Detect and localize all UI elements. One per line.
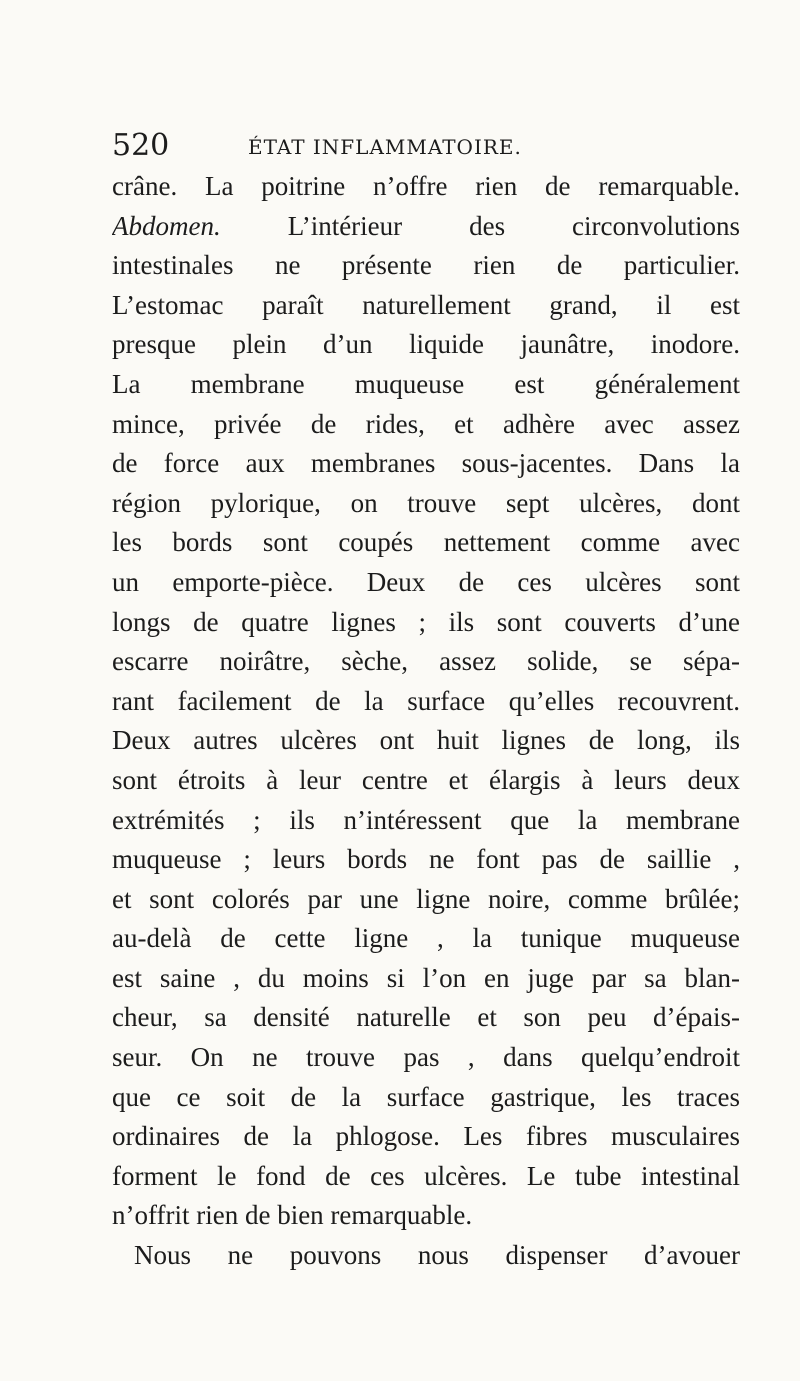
running-title: ÉTAT INFLAMMATOIRE.: [248, 135, 522, 159]
text-line: région pylorique, on trouve sept ulcères, dont: [112, 487, 740, 518]
text-line: Nous ne pouvons nous dispenser d’avouer: [134, 1240, 740, 1271]
text-line: mince, privée de rides, et adhère avec assez: [112, 408, 740, 439]
text-line: ordinaires de la phlogose. Les fibres musculaires: [112, 1121, 740, 1152]
text-line: au-delà de cette ligne , la tunique muqueuse: [112, 923, 740, 954]
text-line: L’estomac paraît naturellement grand, il est: [112, 289, 740, 320]
text-line: forment le fond de ces ulcères. Le tube intestinal: [112, 1160, 740, 1191]
text-line: crâne. La poitrine n’offre rien de remarquable.: [112, 171, 740, 201]
text-line: sont étroits à leur centre et élargis à leurs deux: [112, 764, 740, 795]
abdomen-label: Abdomen.: [112, 210, 221, 241]
text-line: un emporte-pièce. Deux de ces ulcères sont: [112, 566, 740, 597]
text-line: de force aux membranes sous-jacentes. Dans la: [112, 448, 740, 479]
text-line: n’offrit rien de bien remarquable.: [112, 1200, 473, 1231]
text-line: intestinales ne présente rien de particulier.: [112, 250, 740, 281]
text-line: est saine , du moins si l’on en juge par sa blan-: [112, 962, 740, 993]
text-line: presque plein d’un liquide jaunâtre, inodore.: [112, 329, 740, 360]
text-line: La membrane muqueuse est généralement: [112, 368, 740, 399]
text-line: et sont colorés par une ligne noire, comme brûlée;: [112, 883, 740, 914]
text-line: escarre noirâtre, sèche, assez solide, se sépa-: [112, 646, 740, 677]
text-line: rant facilement de la surface qu’elles recouvrent.: [112, 685, 740, 716]
text-line: longs de quatre lignes ; ils sont couverts d’une: [112, 606, 740, 637]
text-line: extrémités ; ils n’intéressent que la membrane: [112, 804, 740, 835]
text-line: les bords sont coupés nettement comme avec: [112, 527, 740, 558]
body-text: [112, 167, 740, 1276]
page-number: 520: [112, 128, 170, 163]
text-line: Deux autres ulcères ont huit lignes de long, ils: [112, 725, 740, 756]
text-line: que ce soit de la surface gastrique, les traces: [112, 1081, 740, 1112]
text-line-rest: L’intérieur des circonvolutions: [287, 210, 740, 241]
running-head: [112, 128, 712, 164]
text-line: seur. On ne trouve pas , dans quelqu’endroit: [112, 1042, 740, 1073]
text-line: [112, 207, 740, 247]
text-line: muqueuse ; leurs bords ne font pas de saillie ,: [112, 844, 740, 875]
text-line: cheur, sa densité naturelle et son peu d’épais-: [112, 1002, 740, 1033]
